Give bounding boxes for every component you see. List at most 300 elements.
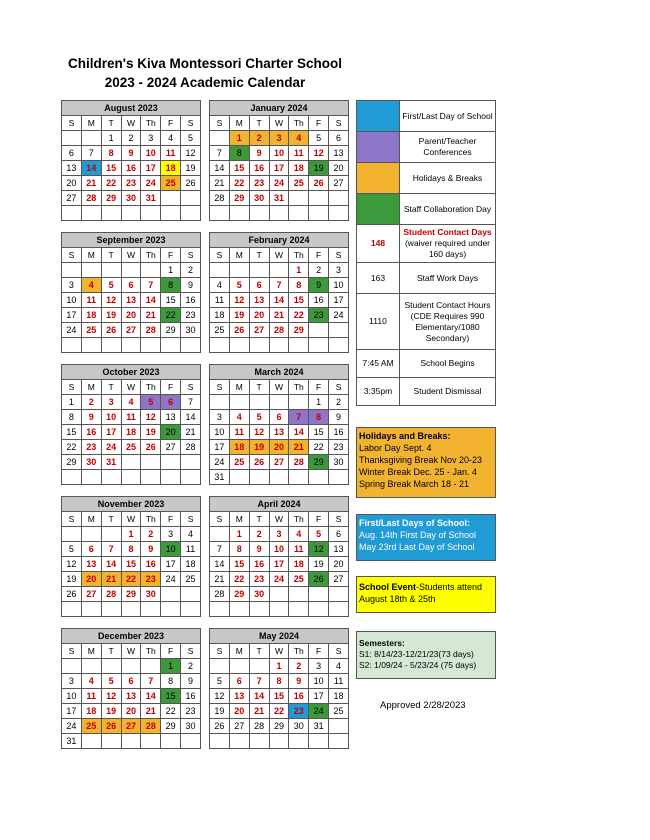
day-cell — [249, 263, 269, 278]
day-cell: 3 — [101, 395, 121, 410]
weekday-header: F — [309, 512, 329, 527]
holidays-box-title: Holidays and Breaks: — [359, 431, 451, 441]
day-cell: 19 — [62, 572, 82, 587]
day-cell: 10 — [210, 425, 230, 440]
day-cell: 12 — [101, 689, 121, 704]
weekday-header: S — [181, 380, 201, 395]
day-cell: 21 — [210, 572, 230, 587]
contact-days-title: Student Contact Days — [403, 227, 492, 237]
day-cell: 30 — [249, 191, 269, 206]
day-cell: 19 — [101, 704, 121, 719]
weekday-header: S — [62, 512, 82, 527]
day-cell: 24 — [269, 176, 289, 191]
day-cell — [62, 131, 82, 146]
day-cell: 15 — [161, 689, 181, 704]
contact-days-note: (waiver required under 160 days) — [404, 238, 491, 259]
day-cell: 9 — [249, 542, 269, 557]
day-cell: 17 — [269, 161, 289, 176]
day-cell — [121, 602, 141, 617]
weekday-header: W — [269, 644, 289, 659]
semester-line: S1: 8/14/23-12/21/23(73 days) — [359, 649, 474, 659]
day-cell: 6 — [81, 542, 101, 557]
day-cell: 17 — [269, 557, 289, 572]
day-cell — [161, 602, 181, 617]
day-cell — [210, 734, 230, 749]
day-cell: 19 — [229, 308, 249, 323]
day-cell — [81, 659, 101, 674]
day-cell: 13 — [81, 557, 101, 572]
month-calendar — [61, 100, 201, 221]
day-cell — [329, 323, 349, 338]
day-cell: 23 — [289, 704, 309, 719]
day-cell — [101, 206, 121, 221]
day-cell: 5 — [249, 410, 269, 425]
day-cell: 3 — [141, 131, 161, 146]
day-cell: 19 — [309, 161, 329, 176]
weekday-header: S — [62, 644, 82, 659]
day-cell: 25 — [161, 176, 181, 191]
day-cell: 25 — [329, 704, 349, 719]
day-cell: 2 — [329, 395, 349, 410]
day-cell: 17 — [62, 308, 82, 323]
day-cell: 10 — [101, 410, 121, 425]
day-cell: 20 — [329, 557, 349, 572]
day-cell: 17 — [329, 293, 349, 308]
day-cell — [289, 191, 309, 206]
day-cell: 26 — [229, 323, 249, 338]
day-cell: 13 — [161, 410, 181, 425]
weekday-header: S — [329, 248, 349, 263]
day-cell: 31 — [269, 191, 289, 206]
day-cell — [81, 263, 101, 278]
legend-first-last: First/Last Day of School — [400, 101, 496, 132]
day-cell: 4 — [329, 659, 349, 674]
day-cell — [229, 263, 249, 278]
day-cell: 28 — [181, 440, 201, 455]
weekday-header: F — [309, 248, 329, 263]
day-cell: 9 — [249, 146, 269, 161]
day-cell: 18 — [121, 425, 141, 440]
day-cell: 14 — [289, 425, 309, 440]
day-cell: 15 — [229, 161, 249, 176]
day-cell: 29 — [121, 587, 141, 602]
weekday-header: S — [210, 644, 230, 659]
weekday-header: Th — [289, 248, 309, 263]
day-cell: 7 — [101, 542, 121, 557]
contact-hours-count: 1110 — [357, 294, 400, 350]
day-cell — [210, 395, 230, 410]
weekday-header: M — [81, 380, 101, 395]
day-cell — [210, 338, 230, 353]
day-cell — [81, 470, 101, 485]
day-cell: 21 — [269, 308, 289, 323]
day-cell: 6 — [249, 278, 269, 293]
day-cell — [141, 659, 161, 674]
dismissal-time: 3:35pm — [357, 378, 400, 406]
day-cell: 10 — [62, 293, 82, 308]
day-cell — [161, 455, 181, 470]
day-cell — [101, 470, 121, 485]
weekday-header: M — [229, 512, 249, 527]
day-cell: 21 — [181, 425, 201, 440]
day-cell: 27 — [121, 323, 141, 338]
day-cell: 7 — [81, 146, 101, 161]
day-cell: 8 — [269, 674, 289, 689]
day-cell — [269, 263, 289, 278]
day-cell: 19 — [309, 557, 329, 572]
day-cell — [141, 734, 161, 749]
day-cell — [229, 206, 249, 221]
day-cell: 29 — [229, 587, 249, 602]
weekday-header: Th — [141, 644, 161, 659]
day-cell: 4 — [229, 410, 249, 425]
day-cell: 24 — [309, 704, 329, 719]
month-name: March 2024 — [210, 365, 349, 380]
day-cell: 21 — [81, 176, 101, 191]
weekday-header: F — [161, 116, 181, 131]
weekday-header: F — [309, 380, 329, 395]
day-cell: 18 — [329, 689, 349, 704]
day-cell: 11 — [229, 425, 249, 440]
month-calendar — [209, 232, 349, 353]
school-name-title: Children's Kiva Montessori Charter School — [67, 56, 342, 71]
day-cell: 20 — [249, 308, 269, 323]
day-cell: 18 — [81, 308, 101, 323]
day-cell — [249, 338, 269, 353]
day-cell: 24 — [210, 455, 230, 470]
day-cell: 8 — [121, 542, 141, 557]
school-begins-time: 7:45 AM — [357, 350, 400, 378]
weekday-header: S — [329, 380, 349, 395]
day-cell: 11 — [289, 542, 309, 557]
day-cell — [229, 659, 249, 674]
day-cell — [181, 734, 201, 749]
day-cell — [309, 338, 329, 353]
day-cell: 26 — [101, 719, 121, 734]
holidays-line: Thanksgiving Break Nov 20-23 — [359, 455, 483, 465]
day-cell — [161, 587, 181, 602]
day-cell — [181, 587, 201, 602]
day-cell — [121, 470, 141, 485]
day-cell: 5 — [62, 542, 82, 557]
month-calendar — [61, 628, 201, 749]
day-cell: 28 — [210, 587, 230, 602]
day-cell: 12 — [141, 410, 161, 425]
day-cell: 5 — [101, 278, 121, 293]
day-cell: 31 — [309, 719, 329, 734]
day-cell: 10 — [309, 674, 329, 689]
legend-table — [356, 100, 496, 406]
day-cell: 18 — [81, 704, 101, 719]
day-cell: 3 — [62, 674, 82, 689]
day-cell — [289, 338, 309, 353]
day-cell — [210, 131, 230, 146]
day-cell: 22 — [161, 704, 181, 719]
day-cell: 7 — [269, 278, 289, 293]
weekday-header: T — [101, 644, 121, 659]
day-cell: 25 — [229, 455, 249, 470]
day-cell: 30 — [329, 455, 349, 470]
day-cell: 12 — [309, 146, 329, 161]
day-cell: 10 — [329, 278, 349, 293]
month-calendar — [61, 496, 201, 617]
day-cell — [121, 338, 141, 353]
day-cell: 1 — [121, 527, 141, 542]
day-cell: 6 — [329, 131, 349, 146]
weekday-header: S — [181, 644, 201, 659]
day-cell: 3 — [210, 410, 230, 425]
weekday-header: M — [81, 512, 101, 527]
weekday-header: F — [161, 248, 181, 263]
day-cell: 25 — [289, 176, 309, 191]
day-cell: 8 — [229, 542, 249, 557]
weekday-header: S — [210, 248, 230, 263]
semesters-box-title: Semesters: — [359, 638, 405, 648]
legend-contact-days — [400, 225, 496, 263]
day-cell: 1 — [62, 395, 82, 410]
day-cell: 6 — [329, 527, 349, 542]
staff-collab-swatch — [357, 194, 400, 225]
day-cell: 15 — [229, 557, 249, 572]
day-cell: 14 — [181, 410, 201, 425]
day-cell: 12 — [101, 293, 121, 308]
day-cell — [161, 338, 181, 353]
day-cell — [269, 734, 289, 749]
day-cell — [81, 206, 101, 221]
day-cell — [329, 587, 349, 602]
conference-swatch — [357, 132, 400, 163]
day-cell: 7 — [141, 674, 161, 689]
day-cell: 14 — [81, 161, 101, 176]
day-cell: 6 — [121, 674, 141, 689]
day-cell: 28 — [269, 323, 289, 338]
day-cell: 11 — [329, 674, 349, 689]
semester-line: S2: 1/09/24 - 5/23/24 (75 days) — [359, 660, 477, 670]
month-calendar — [209, 628, 349, 749]
day-cell: 19 — [181, 161, 201, 176]
day-cell — [181, 470, 201, 485]
day-cell: 21 — [101, 572, 121, 587]
day-cell: 3 — [309, 659, 329, 674]
day-cell: 18 — [289, 557, 309, 572]
day-cell: 27 — [249, 323, 269, 338]
day-cell: 31 — [101, 455, 121, 470]
day-cell: 17 — [309, 689, 329, 704]
day-cell: 18 — [289, 161, 309, 176]
day-cell: 12 — [62, 557, 82, 572]
day-cell: 1 — [229, 131, 249, 146]
day-cell: 15 — [161, 293, 181, 308]
weekday-header: T — [101, 512, 121, 527]
day-cell: 26 — [309, 176, 329, 191]
day-cell: 16 — [249, 557, 269, 572]
weekday-header: Th — [289, 116, 309, 131]
day-cell: 23 — [121, 176, 141, 191]
day-cell — [210, 659, 230, 674]
day-cell: 25 — [210, 323, 230, 338]
holidays-line: Labor Day Sept. 4 — [359, 443, 432, 453]
day-cell: 29 — [161, 323, 181, 338]
day-cell: 20 — [269, 440, 289, 455]
day-cell: 30 — [289, 719, 309, 734]
day-cell: 26 — [210, 719, 230, 734]
day-cell: 20 — [161, 425, 181, 440]
day-cell: 24 — [161, 572, 181, 587]
month-name: May 2024 — [210, 629, 349, 644]
day-cell — [81, 338, 101, 353]
weekday-header: W — [121, 248, 141, 263]
day-cell — [62, 338, 82, 353]
weekday-header: F — [161, 380, 181, 395]
day-cell — [101, 338, 121, 353]
day-cell: 8 — [229, 146, 249, 161]
day-cell: 2 — [121, 131, 141, 146]
day-cell: 20 — [329, 161, 349, 176]
day-cell: 6 — [161, 395, 181, 410]
calendar-year-title: 2023 - 2024 Academic Calendar — [104, 75, 306, 90]
day-cell: 28 — [289, 455, 309, 470]
month-name: November 2023 — [62, 497, 201, 512]
day-cell: 3 — [62, 278, 82, 293]
day-cell: 24 — [329, 308, 349, 323]
day-cell: 22 — [121, 572, 141, 587]
day-cell — [161, 191, 181, 206]
day-cell: 16 — [309, 293, 329, 308]
day-cell: 11 — [210, 293, 230, 308]
legend-contact-hours: Student Contact Hours (CDE Requires 990 Elementary/1080 Secondary) — [400, 294, 496, 350]
day-cell — [62, 527, 82, 542]
day-cell: 12 — [181, 146, 201, 161]
day-cell: 17 — [161, 557, 181, 572]
day-cell: 6 — [121, 278, 141, 293]
weekday-header: Th — [289, 380, 309, 395]
day-cell — [181, 191, 201, 206]
day-cell: 13 — [249, 293, 269, 308]
day-cell — [249, 734, 269, 749]
day-cell: 4 — [121, 395, 141, 410]
school-event-box — [356, 576, 496, 613]
day-cell — [101, 527, 121, 542]
day-cell: 4 — [161, 131, 181, 146]
day-cell: 13 — [329, 146, 349, 161]
day-cell — [309, 191, 329, 206]
day-cell: 7 — [210, 542, 230, 557]
day-cell — [141, 470, 161, 485]
day-cell — [161, 734, 181, 749]
month-name: April 2024 — [210, 497, 349, 512]
semesters-box — [356, 631, 496, 679]
day-cell: 23 — [309, 308, 329, 323]
first-last-days-box — [356, 514, 496, 561]
day-cell: 9 — [289, 674, 309, 689]
day-cell: 23 — [181, 308, 201, 323]
day-cell — [141, 602, 161, 617]
weekday-header: W — [269, 116, 289, 131]
day-cell — [62, 206, 82, 221]
day-cell: 14 — [101, 557, 121, 572]
contact-days-count: 148 — [357, 225, 400, 263]
day-cell: 26 — [141, 440, 161, 455]
holidays-line: Spring Break March 18 - 21 — [359, 479, 470, 489]
weekday-header: F — [309, 116, 329, 131]
day-cell: 10 — [269, 146, 289, 161]
legend-dismissal: Student Dismissal — [400, 378, 496, 406]
day-cell: 6 — [269, 410, 289, 425]
day-cell — [289, 206, 309, 221]
day-cell: 29 — [101, 191, 121, 206]
approved-date: Approved 2/28/2023 — [380, 700, 466, 711]
weekday-header: F — [309, 644, 329, 659]
day-cell: 2 — [181, 659, 201, 674]
day-cell — [101, 659, 121, 674]
first-last-box-title: First/Last Days of School: — [359, 518, 471, 528]
day-cell — [229, 470, 249, 485]
weekday-header: W — [269, 512, 289, 527]
day-cell — [249, 602, 269, 617]
day-cell: 5 — [309, 527, 329, 542]
day-cell — [269, 602, 289, 617]
day-cell: 18 — [229, 440, 249, 455]
day-cell: 12 — [210, 689, 230, 704]
day-cell — [269, 587, 289, 602]
day-cell: 13 — [62, 161, 82, 176]
day-cell: 22 — [309, 440, 329, 455]
weekday-header: W — [269, 380, 289, 395]
day-cell: 1 — [309, 395, 329, 410]
day-cell: 9 — [121, 146, 141, 161]
day-cell: 19 — [210, 704, 230, 719]
event-line: August 18th & 25th — [359, 594, 436, 604]
day-cell: 23 — [141, 572, 161, 587]
day-cell — [101, 734, 121, 749]
month-name: September 2023 — [62, 233, 201, 248]
day-cell — [269, 470, 289, 485]
weekday-header: T — [249, 512, 269, 527]
day-cell: 17 — [101, 425, 121, 440]
day-cell: 11 — [81, 293, 101, 308]
day-cell — [269, 206, 289, 221]
month-name: January 2024 — [210, 101, 349, 116]
weekday-header: M — [229, 116, 249, 131]
day-cell: 27 — [329, 572, 349, 587]
month-calendar — [61, 364, 201, 485]
weekday-header: S — [181, 512, 201, 527]
day-cell — [181, 602, 201, 617]
day-cell: 16 — [81, 425, 101, 440]
day-cell: 10 — [269, 542, 289, 557]
day-cell: 4 — [210, 278, 230, 293]
day-cell: 11 — [81, 689, 101, 704]
weekday-header: F — [161, 512, 181, 527]
day-cell: 6 — [62, 146, 82, 161]
day-cell: 29 — [229, 191, 249, 206]
day-cell: 23 — [249, 176, 269, 191]
day-cell: 19 — [249, 440, 269, 455]
day-cell — [141, 455, 161, 470]
day-cell — [161, 206, 181, 221]
day-cell: 29 — [269, 719, 289, 734]
day-cell: 22 — [289, 308, 309, 323]
day-cell: 4 — [289, 131, 309, 146]
day-cell: 26 — [249, 455, 269, 470]
day-cell: 29 — [161, 719, 181, 734]
day-cell: 21 — [141, 308, 161, 323]
day-cell: 16 — [181, 689, 201, 704]
day-cell: 18 — [210, 308, 230, 323]
month-name: December 2023 — [62, 629, 201, 644]
day-cell: 30 — [121, 191, 141, 206]
day-cell: 17 — [62, 704, 82, 719]
